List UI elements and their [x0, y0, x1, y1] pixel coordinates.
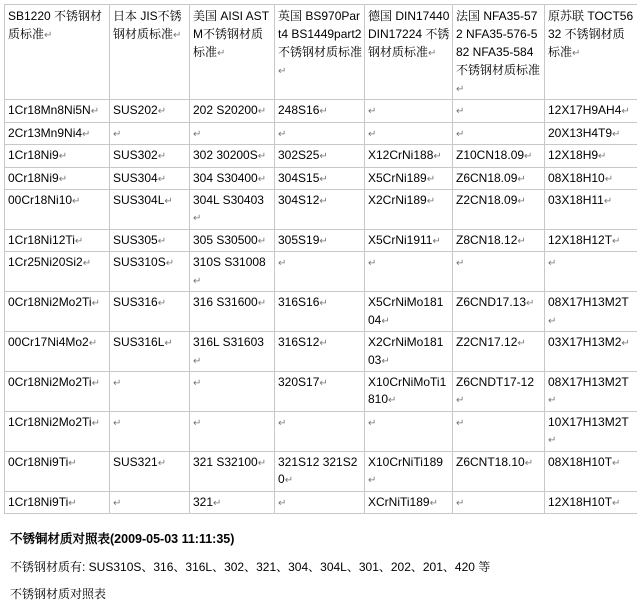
table-cell: 08X18H10T↵	[545, 451, 637, 491]
table-cell: X5CrNi1911↵	[365, 229, 453, 252]
column-header-fr: 法国 NFA35-572 NFA35-576-582 NFA35-584 不锈钢材质标准↵	[453, 5, 545, 100]
table-row	[5, 491, 637, 514]
paragraph-mark-icon: ↵	[278, 129, 286, 140]
paragraph-mark-icon: ↵	[158, 151, 166, 162]
article-title: 不锈铜材质对照表(2009-05-03 11:11:35)	[10, 528, 637, 552]
paragraph-mark-icon: ↵	[166, 258, 174, 269]
table-cell: Z10CN18.09↵	[453, 145, 545, 168]
paragraph-mark-icon: ↵	[92, 298, 100, 309]
paragraph-mark-icon: ↵	[526, 298, 534, 309]
table-cell: SUS302↵	[110, 145, 190, 168]
paragraph-mark-icon: ↵	[278, 498, 286, 509]
paragraph-mark-icon: ↵	[456, 418, 464, 429]
table-cell: SUS316L↵	[110, 332, 190, 372]
paragraph-mark-icon: ↵	[612, 129, 620, 140]
paragraph-mark-icon: ↵	[193, 356, 201, 367]
column-header-us: 美国 AISI ASTM不锈钢材质标准↵	[190, 5, 275, 100]
column-header-jp: 日本 JIS不锈钢材质标准↵	[110, 5, 190, 100]
paragraph-mark-icon: ↵	[258, 151, 266, 162]
table-cell: 08X18H10↵	[545, 167, 637, 190]
table-cell: 1Cr25Ni20Si2↵	[5, 252, 110, 292]
table-cell: 1Cr18Mn8Ni5N↵	[5, 100, 110, 123]
table-row	[5, 100, 637, 123]
paragraph-mark-icon: ↵	[173, 30, 181, 41]
table-cell	[190, 122, 275, 145]
table-cell: SUS305↵	[110, 229, 190, 252]
paragraph-mark-icon: ↵	[83, 258, 91, 269]
table-cell: 10X17H13M2T↵	[545, 411, 637, 451]
table-cell: XCrNiTi189↵	[365, 491, 453, 514]
table-cell: 310S S31008↵	[190, 252, 275, 292]
table-cell: 08X17H13M2T↵	[545, 292, 637, 332]
paragraph-mark-icon: ↵	[621, 338, 629, 349]
table-cell: 305S19↵	[275, 229, 365, 252]
paragraph-mark-icon: ↵	[517, 174, 525, 185]
table-cell	[365, 122, 453, 145]
table-cell	[110, 122, 190, 145]
paragraph-mark-icon: ↵	[258, 174, 266, 185]
paragraph-mark-icon: ↵	[548, 316, 556, 327]
paragraph-mark-icon: ↵	[319, 236, 327, 247]
table-row	[5, 190, 637, 230]
paragraph-mark-icon: ↵	[433, 151, 441, 162]
table-cell	[275, 411, 365, 451]
paragraph-mark-icon: ↵	[612, 458, 620, 469]
table-cell: Z2CN17.12↵	[453, 332, 545, 372]
paragraph-mark-icon: ↵	[278, 258, 286, 269]
paragraph-mark-icon: ↵	[605, 174, 613, 185]
table-cell: 1Cr18Ni2Mo2Ti↵	[5, 411, 110, 451]
table-cell: X5CrNiMo18104↵	[365, 292, 453, 332]
table-cell: 00Cr18Ni10↵	[5, 190, 110, 230]
table-row	[5, 292, 637, 332]
table-cell: 202 S20200↵	[190, 100, 275, 123]
paragraph-mark-icon: ↵	[113, 418, 121, 429]
table-cell: 0Cr18Ni2Mo2Ti↵	[5, 292, 110, 332]
paragraph-mark-icon: ↵	[158, 106, 166, 117]
paragraph-mark-icon: ↵	[456, 498, 464, 509]
paragraph-mark-icon: ↵	[213, 498, 221, 509]
table-cell: 1Cr18Ni9Ti↵	[5, 491, 110, 514]
paragraph-mark-icon: ↵	[217, 48, 225, 59]
paragraph-mark-icon: ↵	[164, 196, 172, 207]
paragraph-mark-icon: ↵	[427, 196, 435, 207]
paragraph-mark-icon: ↵	[158, 458, 166, 469]
paragraph-mark-icon: ↵	[164, 338, 172, 349]
paragraph-mark-icon: ↵	[113, 129, 121, 140]
paragraph-mark-icon: ↵	[319, 378, 327, 389]
paragraph-mark-icon: ↵	[388, 395, 396, 406]
table-row	[5, 451, 637, 491]
paragraph-mark-icon: ↵	[193, 129, 201, 140]
table-cell: SUS202↵	[110, 100, 190, 123]
table-row	[5, 372, 637, 412]
table-cell: Z6CNT18.10↵	[453, 451, 545, 491]
table-cell: 316S12↵	[275, 332, 365, 372]
paragraph-mark-icon: ↵	[89, 338, 97, 349]
paragraph-mark-icon: ↵	[92, 418, 100, 429]
paragraph-mark-icon: ↵	[368, 475, 376, 486]
table-header	[5, 5, 637, 100]
table-cell: 316 S31600↵	[190, 292, 275, 332]
paragraph-mark-icon: ↵	[621, 106, 629, 117]
table-cell: X10CrNiTi189↵	[365, 451, 453, 491]
table-row	[5, 252, 637, 292]
table-cell	[365, 411, 453, 451]
paragraph-mark-icon: ↵	[456, 129, 464, 140]
table-cell	[453, 411, 545, 451]
table-cell	[453, 122, 545, 145]
paragraph-mark-icon: ↵	[68, 498, 76, 509]
table-cell: Z6CND17.13↵	[453, 292, 545, 332]
paragraph-mark-icon: ↵	[319, 298, 327, 309]
paragraph-mark-icon: ↵	[91, 106, 99, 117]
column-header-cn: SB1220 不锈钢材质标准↵	[5, 5, 110, 100]
table-cell: X2CrNi189↵	[365, 190, 453, 230]
table-cell: Z8CN18.12↵	[453, 229, 545, 252]
paragraph-mark-icon: ↵	[285, 475, 293, 486]
table-cell: X10CrNiMoTi1810↵	[365, 372, 453, 412]
table-row	[5, 332, 637, 372]
table-header-row	[5, 5, 637, 100]
paragraph-mark-icon: ↵	[319, 338, 327, 349]
paragraph-mark-icon: ↵	[258, 106, 266, 117]
table-cell: 00Cr17Ni4Mo2↵	[5, 332, 110, 372]
paragraph-mark-icon: ↵	[193, 213, 201, 224]
table-cell: SUS304↵	[110, 167, 190, 190]
paragraph-mark-icon: ↵	[278, 66, 286, 77]
table-cell	[110, 491, 190, 514]
table-cell: X5CrNi189↵	[365, 167, 453, 190]
table-cell	[190, 372, 275, 412]
table-cell	[365, 252, 453, 292]
table-cell	[190, 411, 275, 451]
paragraph-mark-icon: ↵	[92, 378, 100, 389]
steel-standards-table	[4, 4, 637, 514]
table-row	[5, 229, 637, 252]
article-body	[4, 528, 637, 605]
table-cell: 304 S30400↵	[190, 167, 275, 190]
paragraph-mark-icon: ↵	[517, 236, 525, 247]
paragraph-mark-icon: ↵	[598, 151, 606, 162]
table-cell	[365, 100, 453, 123]
paragraph-mark-icon: ↵	[612, 236, 620, 247]
paragraph-mark-icon: ↵	[158, 236, 166, 247]
table-cell	[453, 100, 545, 123]
paragraph-mark-icon: ↵	[381, 316, 389, 327]
table-cell: 302 30200S↵	[190, 145, 275, 168]
table-cell: 248S16↵	[275, 100, 365, 123]
table-cell: 20X13H4T9↵	[545, 122, 637, 145]
paragraph-mark-icon: ↵	[319, 151, 327, 162]
paragraph-mark-icon: ↵	[525, 458, 533, 469]
paragraph-mark-icon: ↵	[368, 258, 376, 269]
paragraph-mark-icon: ↵	[258, 298, 266, 309]
table-cell: Z6CN18.09↵	[453, 167, 545, 190]
table-cell	[545, 252, 637, 292]
table-cell: X2CrNiMo18103↵	[365, 332, 453, 372]
paragraph-mark-icon: ↵	[75, 236, 83, 247]
paragraph-mark-icon: ↵	[258, 236, 266, 247]
table-cell: SUS321↵	[110, 451, 190, 491]
table-cell	[453, 491, 545, 514]
paragraph-mark-icon: ↵	[319, 196, 327, 207]
table-cell: Z2CN18.09↵	[453, 190, 545, 230]
paragraph-mark-icon: ↵	[319, 174, 327, 185]
table-cell: 08X17H13M2T↵	[545, 372, 637, 412]
paragraph-mark-icon: ↵	[548, 258, 556, 269]
paragraph-mark-icon: ↵	[517, 196, 525, 207]
paragraph-mark-icon: ↵	[68, 458, 76, 469]
table-cell	[453, 252, 545, 292]
paragraph-mark-icon: ↵	[278, 418, 286, 429]
paragraph-mark-icon: ↵	[456, 258, 464, 269]
table-body	[5, 100, 637, 514]
table-cell: SUS310S↵	[110, 252, 190, 292]
paragraph-mark-icon: ↵	[44, 30, 52, 41]
table-cell: 316S16↵	[275, 292, 365, 332]
table-cell: Z6CNDT17-12↵	[453, 372, 545, 412]
table-cell: 321S12 321S20↵	[275, 451, 365, 491]
paragraph-mark-icon: ↵	[456, 84, 464, 95]
table-cell: X12CrNi188↵	[365, 145, 453, 168]
paragraph-mark-icon: ↵	[548, 395, 556, 406]
table-cell: 2Cr13Mn9Ni4↵	[5, 122, 110, 145]
table-cell: 302S25↵	[275, 145, 365, 168]
table-cell: 320S17↵	[275, 372, 365, 412]
table-cell	[275, 122, 365, 145]
table-cell: 12X18H9↵	[545, 145, 637, 168]
article-line-1: 不锈钢材质有: SUS310S、316、316L、302、321、304、304L、301、202、201、420 等	[10, 556, 637, 579]
paragraph-mark-icon: ↵	[82, 129, 90, 140]
table-cell: 0Cr18Ni2Mo2Ti↵	[5, 372, 110, 412]
paragraph-mark-icon: ↵	[612, 498, 620, 509]
table-cell: 304L S30403↵	[190, 190, 275, 230]
column-header-su: 原苏联 TOCT5632 不锈钢材质标准↵	[545, 5, 637, 100]
table-cell: 305 S30500↵	[190, 229, 275, 252]
table-cell: 12X18H12T↵	[545, 229, 637, 252]
paragraph-mark-icon: ↵	[428, 48, 436, 59]
paragraph-mark-icon: ↵	[381, 356, 389, 367]
table-cell	[275, 491, 365, 514]
article-line-2: 不锈钢材质对照表	[10, 583, 637, 606]
paragraph-mark-icon: ↵	[72, 196, 80, 207]
paragraph-mark-icon: ↵	[430, 498, 438, 509]
table-cell: 321↵	[190, 491, 275, 514]
column-header-de: 德国 DIN17440 DIN17224 不锈钢材质标准↵	[365, 5, 453, 100]
paragraph-mark-icon: ↵	[258, 458, 266, 469]
table-cell: 03X17H13M2↵	[545, 332, 637, 372]
paragraph-mark-icon: ↵	[158, 298, 166, 309]
paragraph-mark-icon: ↵	[524, 151, 532, 162]
table-cell: 316L S31603↵	[190, 332, 275, 372]
paragraph-mark-icon: ↵	[368, 106, 376, 117]
paragraph-mark-icon: ↵	[517, 338, 525, 349]
paragraph-mark-icon: ↵	[158, 174, 166, 185]
table-row	[5, 122, 637, 145]
paragraph-mark-icon: ↵	[368, 418, 376, 429]
table-cell: 304S12↵	[275, 190, 365, 230]
table-cell	[110, 411, 190, 451]
paragraph-mark-icon: ↵	[456, 395, 464, 406]
table-cell	[275, 252, 365, 292]
paragraph-mark-icon: ↵	[113, 498, 121, 509]
table-cell: 321 S32100↵	[190, 451, 275, 491]
table-cell: 304S15↵	[275, 167, 365, 190]
paragraph-mark-icon: ↵	[432, 236, 440, 247]
paragraph-mark-icon: ↵	[59, 174, 67, 185]
table-cell: SUS304L↵	[110, 190, 190, 230]
column-header-uk: 英国 BS970Part4 BS1449part2 不锈钢材质标准↵	[275, 5, 365, 100]
paragraph-mark-icon: ↵	[193, 378, 201, 389]
table-cell: SUS316↵	[110, 292, 190, 332]
table-row	[5, 145, 637, 168]
paragraph-mark-icon: ↵	[604, 196, 612, 207]
table-row	[5, 167, 637, 190]
table-cell: 12X17H9AH4↵	[545, 100, 637, 123]
paragraph-mark-icon: ↵	[59, 151, 67, 162]
table-row	[5, 411, 637, 451]
paragraph-mark-icon: ↵	[427, 174, 435, 185]
table-cell	[110, 372, 190, 412]
table-cell: 0Cr18Ni9Ti↵	[5, 451, 110, 491]
table-cell: 03X18H11↵	[545, 190, 637, 230]
paragraph-mark-icon: ↵	[368, 129, 376, 140]
table-cell: 0Cr18Ni9↵	[5, 167, 110, 190]
table-cell: 1Cr18Ni12Ti↵	[5, 229, 110, 252]
table-cell: 1Cr18Ni9↵	[5, 145, 110, 168]
table-cell: 12X18H10T↵	[545, 491, 637, 514]
paragraph-mark-icon: ↵	[193, 418, 201, 429]
paragraph-mark-icon: ↵	[572, 48, 580, 59]
paragraph-mark-icon: ↵	[193, 276, 201, 287]
paragraph-mark-icon: ↵	[548, 435, 556, 446]
paragraph-mark-icon: ↵	[456, 106, 464, 117]
paragraph-mark-icon: ↵	[113, 378, 121, 389]
paragraph-mark-icon: ↵	[319, 106, 327, 117]
